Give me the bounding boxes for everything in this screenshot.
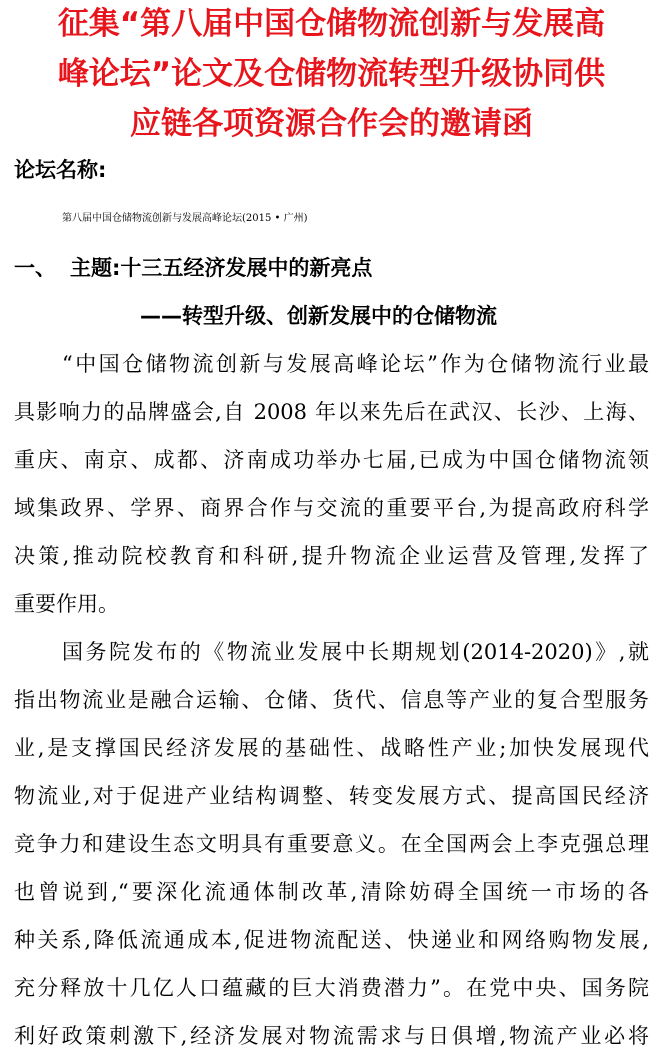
section-one-subtitle: ——转型升级、创新发展中的仓储物流 — [140, 304, 497, 328]
paragraph-2-line: 业,是支撑国民经济发展的基础性、战略性产业;加快发展现代 — [14, 736, 649, 760]
paragraph-1-line: 重庆、南京、成都、济南成功举办七届,已成为中国仓储物流领 — [14, 448, 649, 472]
paragraph-1-line: 域集政界、学界、商界合作与交流的重要平台,为提高政府科学 — [14, 496, 649, 520]
paragraph-1-line: 决策,推动院校教育和科研,提升物流企业运营及管理,发挥了 — [14, 544, 649, 568]
paragraph-2-line: 物流业,对于促进产业结构调整、转变发展方式、提高国民经济 — [14, 784, 649, 808]
forum-label: 论坛名称: — [14, 158, 107, 182]
paragraph-2-line: 指出物流业是融合运输、仓储、货代、信息等产业的复合型服务 — [14, 688, 649, 712]
paragraph-2-line: 国务院发布的《物流业发展中长期规划(2014-2020)》,就 — [62, 640, 649, 664]
paragraph-2-line: 充分释放十几亿人口蕴藏的巨大消费潜力”。在党中央、国务院 — [14, 976, 649, 1000]
title-line-1: 征集“第八届中国仓储物流创新与发展高 — [57, 6, 606, 42]
paragraph-2-line: 种关系,降低流通成本,促进物流配送、快递业和网络购物发展, — [14, 928, 649, 952]
section-one-number: 一、 — [14, 256, 56, 280]
title-line-3: 应链各项资源合作会的邀请函 — [130, 106, 533, 142]
forum-name: 第八届中国仓储物流创新与发展高峰论坛(2015 • 广州) — [62, 213, 308, 224]
paragraph-2-line: 也曾说到,“要深化流通体制改革,清除妨碍全国统一市场的各 — [14, 880, 649, 904]
title-line-2: 峰论坛”论文及仓储物流转型升级协同供 — [57, 56, 606, 92]
paragraph-1-line: 重要作用。 — [14, 592, 119, 616]
section-one-theme: 主题:十三五经济发展中的新亮点 — [70, 256, 373, 280]
paragraph-2-line: 竞争力和建设生态文明具有重要意义。在全国两会上李克强总理 — [14, 832, 649, 856]
paragraph-1-line: “中国仓储物流创新与发展高峰论坛”作为仓储物流行业最 — [62, 352, 649, 376]
paragraph-1-line: 具影响力的品牌盛会,自 2008 年以来先后在武汉、长沙、上海、 — [14, 400, 649, 424]
paragraph-2-line: 利好政策刺激下,经济发展对物流需求与日俱增,物流产业必将 — [14, 1024, 649, 1048]
